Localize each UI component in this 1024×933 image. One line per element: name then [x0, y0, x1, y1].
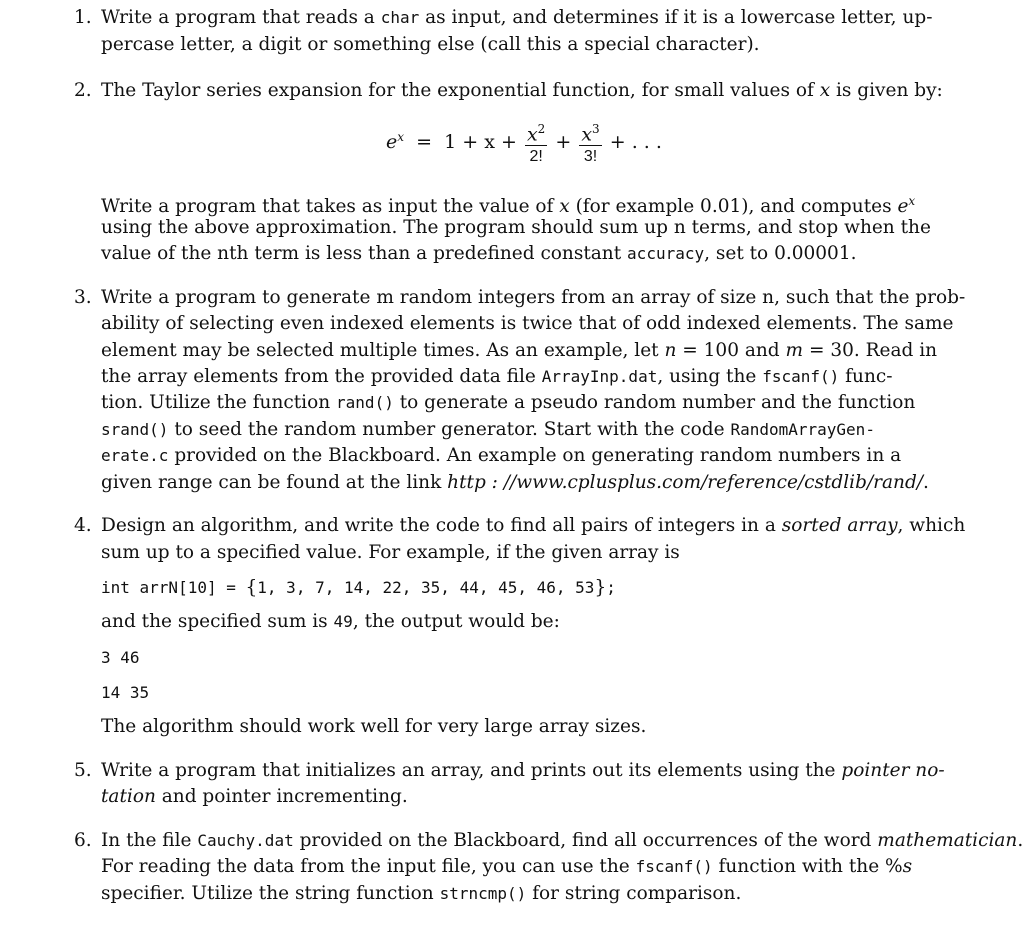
text-run: Write a program that initializes an array, and prints out its elements using the [101, 760, 842, 781]
code-array-declaration [101, 575, 616, 602]
exercise-text-line [101, 513, 965, 540]
fraction-x3-over-3fact [579, 118, 601, 168]
exercise-text-line [101, 758, 945, 785]
text-run: { [245, 577, 258, 598]
italic-text: n [664, 340, 677, 361]
inline-code: 49 [333, 612, 353, 631]
inline-code: rand() [336, 393, 394, 412]
italic-text: mathematician [877, 830, 1018, 851]
inline-code: strncmp() [439, 884, 527, 903]
equation-lhs-base: e [386, 131, 398, 154]
text-run: using the above approximation. The program should sum up n terms, and stop when the [101, 217, 931, 238]
text-run: Write a program to generate m random integers from an array of size n, such that the prob- [101, 287, 966, 308]
exercise-number: 3. [74, 287, 92, 308]
text-run: The Taylor series expansion for the exponential function, for small values of [101, 80, 820, 101]
text-run: Design an algorithm, and write the code to find all pairs of integers in a [101, 515, 782, 536]
text-run: . [1017, 830, 1024, 851]
text-run: } [594, 577, 607, 598]
inline-code: Cauchy.dat [197, 831, 294, 850]
text-run: function with the % [712, 856, 903, 877]
exercise-text-line [101, 311, 953, 338]
text-run: and pointer incrementing. [155, 786, 408, 807]
exercise-text-line [101, 390, 915, 417]
exercise-text-line [101, 78, 943, 105]
text-run: , set to 0.00001. [704, 243, 857, 264]
text-run: given range can be found at the link [101, 472, 448, 493]
text-run: = 30. Read in [803, 340, 938, 361]
text-run: Write a program that reads a [101, 7, 381, 28]
exercise-text-line [101, 828, 1023, 855]
exercise-text-line [101, 470, 929, 497]
fraction-x2-over-2fact [525, 118, 547, 168]
inline-code: ArrayInp.dat [541, 367, 658, 386]
exercise-text-line [101, 714, 646, 741]
text-run: is given by: [830, 80, 943, 101]
italic-text: e [897, 196, 909, 218]
text-run: (for example 0.01), and computes [569, 196, 898, 218]
equation-terms-start: 1 + x + [444, 131, 517, 154]
text-run: specifier. Utilize the string function [101, 883, 440, 904]
equation-tail: + . . . [609, 131, 662, 154]
inline-code: 14 35 [101, 683, 150, 702]
inline-code: accuracy [627, 244, 705, 263]
text-run: func- [839, 366, 893, 387]
text-run: , which [897, 515, 966, 536]
text-run: sum up to a specified value. For example, if the given array is [101, 542, 680, 563]
exercise-number: 1. [74, 7, 92, 28]
italic-text: http : //www.cplusplus.com/reference/cstdlib/rand/ [447, 472, 924, 493]
text-run: The algorithm should work well for very large array sizes. [101, 716, 647, 737]
equation-plus: + [555, 131, 572, 154]
text-run: , the output would be: [352, 611, 560, 632]
text-run: to seed the random number generator. Start with the code [168, 419, 731, 440]
exercise-text-line [101, 285, 965, 312]
italic-text: m [785, 340, 804, 361]
equation-equals: = [416, 131, 433, 154]
text-run: and the specified sum is [101, 611, 334, 632]
italic-text: x [559, 196, 570, 218]
exercise-text-line [101, 609, 560, 636]
inline-code: 1, 3, 7, 14, 22, 35, 44, 45, 46, 53 [257, 578, 595, 597]
exercise-text-line [101, 540, 680, 567]
text-run: . [923, 472, 929, 493]
exercise-text-line [101, 338, 937, 365]
exercise-text-line [101, 5, 932, 32]
inline-code: fscanf() [762, 367, 840, 386]
inline-code: ; [606, 578, 616, 597]
exercise-number: 2. [74, 80, 92, 101]
exercise-text-line [101, 443, 901, 470]
fraction-denominator: 2! [529, 148, 543, 166]
code-output-line [101, 645, 140, 672]
text-run: value of the nth term is less than a predefined constant [101, 243, 628, 264]
exercise-number: 5. [74, 760, 92, 781]
exercise-text-line [101, 364, 892, 391]
text-run: to generate a pseudo random number and the function [393, 392, 916, 413]
text-run: percase letter, a digit or something else (call this a special character). [101, 34, 760, 55]
text-run: element may be selected multiple times. As an example, let [101, 340, 665, 361]
inline-code: fscanf() [635, 857, 713, 876]
exercise-number: 6. [74, 830, 92, 851]
equation-lhs-exponent: x [397, 129, 405, 144]
text-run: for string comparison. [526, 883, 742, 904]
exercise-text-line [101, 417, 875, 444]
text-run: ability of selecting even indexed elements is twice that of odd indexed elements. The same [101, 313, 954, 334]
text-run: tion. Utilize the function [101, 392, 337, 413]
text-run: For reading the data from the input file, you can use the [101, 856, 636, 877]
exercise-text-line [101, 215, 931, 242]
text-run: provided on the Blackboard. An example on generating random numbers in a [168, 445, 902, 466]
text-run: the array elements from the provided data file [101, 366, 542, 387]
text-run: In the file [101, 830, 198, 851]
inline-code: erate.c [101, 446, 169, 465]
exercise-text-line [101, 241, 856, 268]
inline-code: RandomArrayGen- [730, 420, 875, 439]
italic-text: tation [101, 786, 156, 807]
superscript: x [908, 194, 916, 208]
exercise-text-line [101, 854, 912, 881]
fraction-numerator-base: x [526, 123, 538, 146]
italic-text: sorted array [781, 515, 898, 536]
italic-text: pointer no- [841, 760, 945, 781]
inline-code: 3 46 [101, 648, 140, 667]
exercise-text-line [101, 784, 408, 811]
taylor-equation [386, 118, 662, 168]
italic-text: x [819, 80, 831, 101]
text-run: as input, and determines if it is a lowercase letter, up- [419, 7, 933, 28]
text-run: , using the [657, 366, 763, 387]
fraction-numerator-exponent: 2 [537, 122, 546, 136]
code-output-line [101, 680, 149, 707]
fraction-denominator: 3! [583, 148, 598, 166]
inline-code: char [380, 8, 420, 27]
text-run: Write a program that takes as input the value of [101, 196, 560, 218]
inline-code: srand() [101, 420, 169, 439]
exercise-number: 4. [74, 515, 92, 536]
exercise-text-line [101, 881, 741, 908]
inline-code: int arrN[10] = [101, 578, 246, 597]
exercise-text-line [101, 32, 760, 59]
text-run: = 100 and [676, 340, 786, 361]
italic-text: s [902, 856, 913, 877]
fraction-numerator-base: x [581, 123, 593, 146]
text-run: provided on the Blackboard, find all occurrences of the word [293, 830, 878, 851]
fraction-numerator-exponent: 3 [592, 122, 600, 136]
